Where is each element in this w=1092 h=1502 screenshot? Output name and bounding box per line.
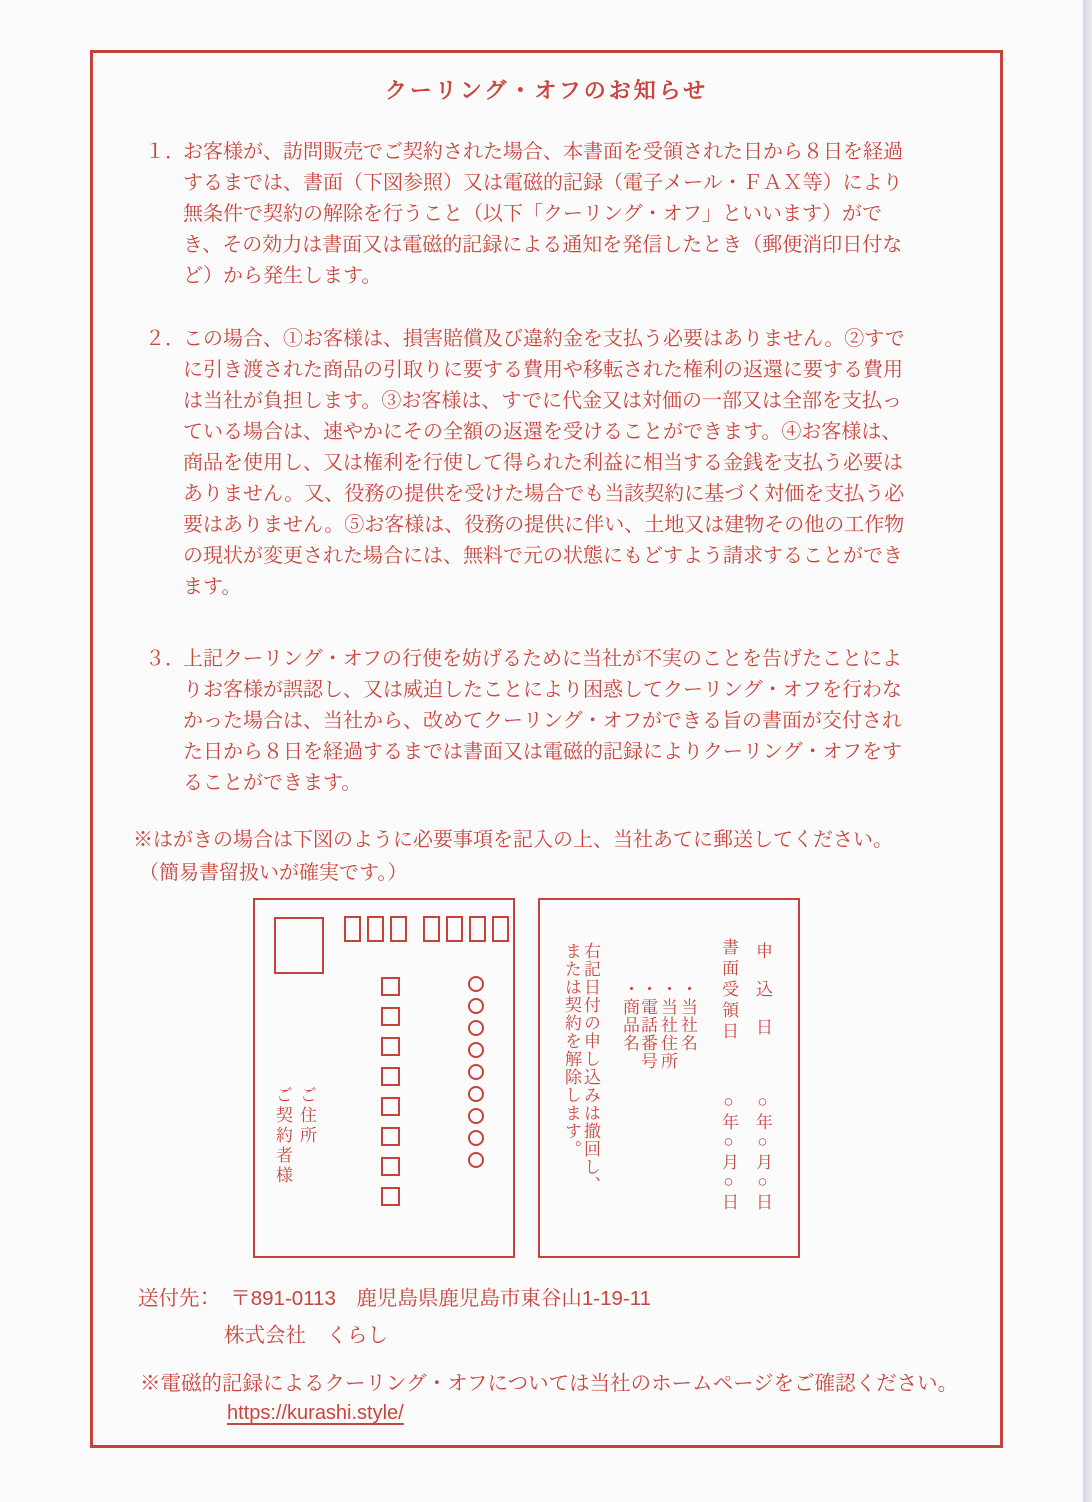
postcard-instruction-line1: ※はがきの場合は下図のように必要事項を記入の上、当社あてに郵送してください。 — [133, 829, 893, 851]
address-circle — [468, 1086, 484, 1102]
application-date-label: 申 込 日 — [753, 942, 772, 1037]
name-placeholder-squares — [381, 977, 400, 1206]
address-circle — [468, 1152, 484, 1168]
notice-item-2 — [145, 324, 913, 603]
zipcode-box — [344, 916, 361, 942]
name-square — [381, 1187, 400, 1206]
name-square — [381, 977, 400, 996]
address-circle — [468, 1130, 484, 1146]
photo-edge-strip — [1083, 0, 1092, 1502]
company-address-item: ・当社住所 — [658, 980, 677, 1070]
address-circle — [468, 976, 484, 992]
send-to-address: 〒891-0113 鹿児島県鹿児島市東谷山1-19-11 — [230, 1287, 651, 1310]
postcard-front-diagram — [253, 898, 515, 1258]
homepage-link[interactable]: https://kurashi.style/ — [227, 1402, 404, 1424]
item-number: １． — [145, 141, 185, 163]
zipcode-boxes-second-group — [423, 916, 509, 942]
company-name: 株式会社 くらし — [224, 1324, 388, 1347]
company-name-item: ・当社名 — [678, 980, 697, 1052]
name-square — [381, 1157, 400, 1176]
zipcode-box — [492, 916, 509, 942]
name-square — [381, 1067, 400, 1086]
name-square — [381, 1037, 400, 1056]
send-to-label: 送付先： — [138, 1287, 231, 1310]
product-name-item: ・商品名 — [620, 980, 639, 1052]
notice-item-3 — [145, 644, 913, 799]
zipcode-box — [390, 916, 407, 942]
item-text: 上記クーリング・オフの行使を妨げるために当社が不実のことを告げたことによりお客様が誤認し、又は威迫したことにより困惑してクーリング・オフを行わなかった場合は、当社から、改めてクーリング・オフができる旨の書面が交付された日から８日を経過するまでは書面又は電磁的記録によりクーリング・オフをすることができます。 — [183, 648, 902, 794]
postcard-instruction-line2: （簡易書留扱いが確実です。） — [139, 862, 408, 884]
phone-number-item: ・電話番号 — [638, 980, 657, 1070]
name-square — [381, 1007, 400, 1026]
zipcode-box — [423, 916, 440, 942]
postcard-back-diagram — [538, 898, 800, 1258]
address-circle — [468, 998, 484, 1014]
item-number: ２． — [145, 328, 185, 350]
stamp-box — [274, 917, 324, 974]
zipcode-box — [446, 916, 463, 942]
name-square — [381, 1127, 400, 1146]
item-text: お客様が、訪問販売でご契約された場合、本書面を受領された日から８日を経過するまでは、書面（下図参照）又は電磁的記録（電子メール・ＦＡＸ等）により無条件で契約の解除を行うこと（以下「クーリング・オフ」といいます）ができ、その効力は書面又は電磁的記録による通知を発信したとき（郵便消印日付など）から発生します。 — [183, 141, 903, 287]
zipcode-boxes-first-group — [344, 916, 407, 942]
document-receipt-value: ○年○月○日 — [719, 1092, 738, 1212]
withdrawal-statement-line1: 右記日付の申し込みは撤回し、 — [581, 942, 600, 1194]
contractor-label: ご契約者様 — [273, 1086, 292, 1186]
postcard-instruction-note — [133, 824, 893, 890]
item-number: ３． — [145, 648, 185, 670]
zipcode-box — [469, 916, 486, 942]
page-title: クーリング・オフのお知らせ — [384, 78, 709, 103]
address-circle — [468, 1020, 484, 1036]
address-placeholder-circles — [468, 976, 484, 1168]
address-circle — [468, 1042, 484, 1058]
withdrawal-statement-line2: または契約を解除します。 — [562, 942, 581, 1158]
document-receipt-label: 書面受領日 — [719, 938, 738, 1043]
zipcode-box — [367, 916, 384, 942]
send-to-line — [138, 1281, 651, 1311]
address-label: ご住所 — [297, 1086, 316, 1146]
application-date-value: ○年○月○日 — [753, 1092, 772, 1212]
address-circle — [468, 1108, 484, 1124]
digital-record-note: ※電磁的記録によるクーリング・オフについては当社のホームページをご確認ください。 — [140, 1372, 959, 1395]
item-text: この場合、①お客様は、損害賠償及び違約金を支払う必要はありません。②すでに引き渡された商品の引取りに要する費用や移転された権利の返還に要する費用は当社が負担します。③お客様は、すでに代金又は対価の一部又は全部を支払っている場合は、速やかにその全額の返還を受けることができます。④お客様は、商品を使用し、又は権利を行使して得られた利益に相当する金銭を支払う必要はありません。又、役務の提供を受けた場合でも当該契約に基づく対価を支払う必要はありません。⑤お客様は、役務の提供に伴い、土地又は建物その他の工作物の現状が変更された場合には、無料で元の状態にもどすよう請求することができます。 — [183, 328, 905, 598]
name-square — [381, 1097, 400, 1116]
address-circle — [468, 1064, 484, 1080]
notice-item-1 — [145, 137, 913, 292]
